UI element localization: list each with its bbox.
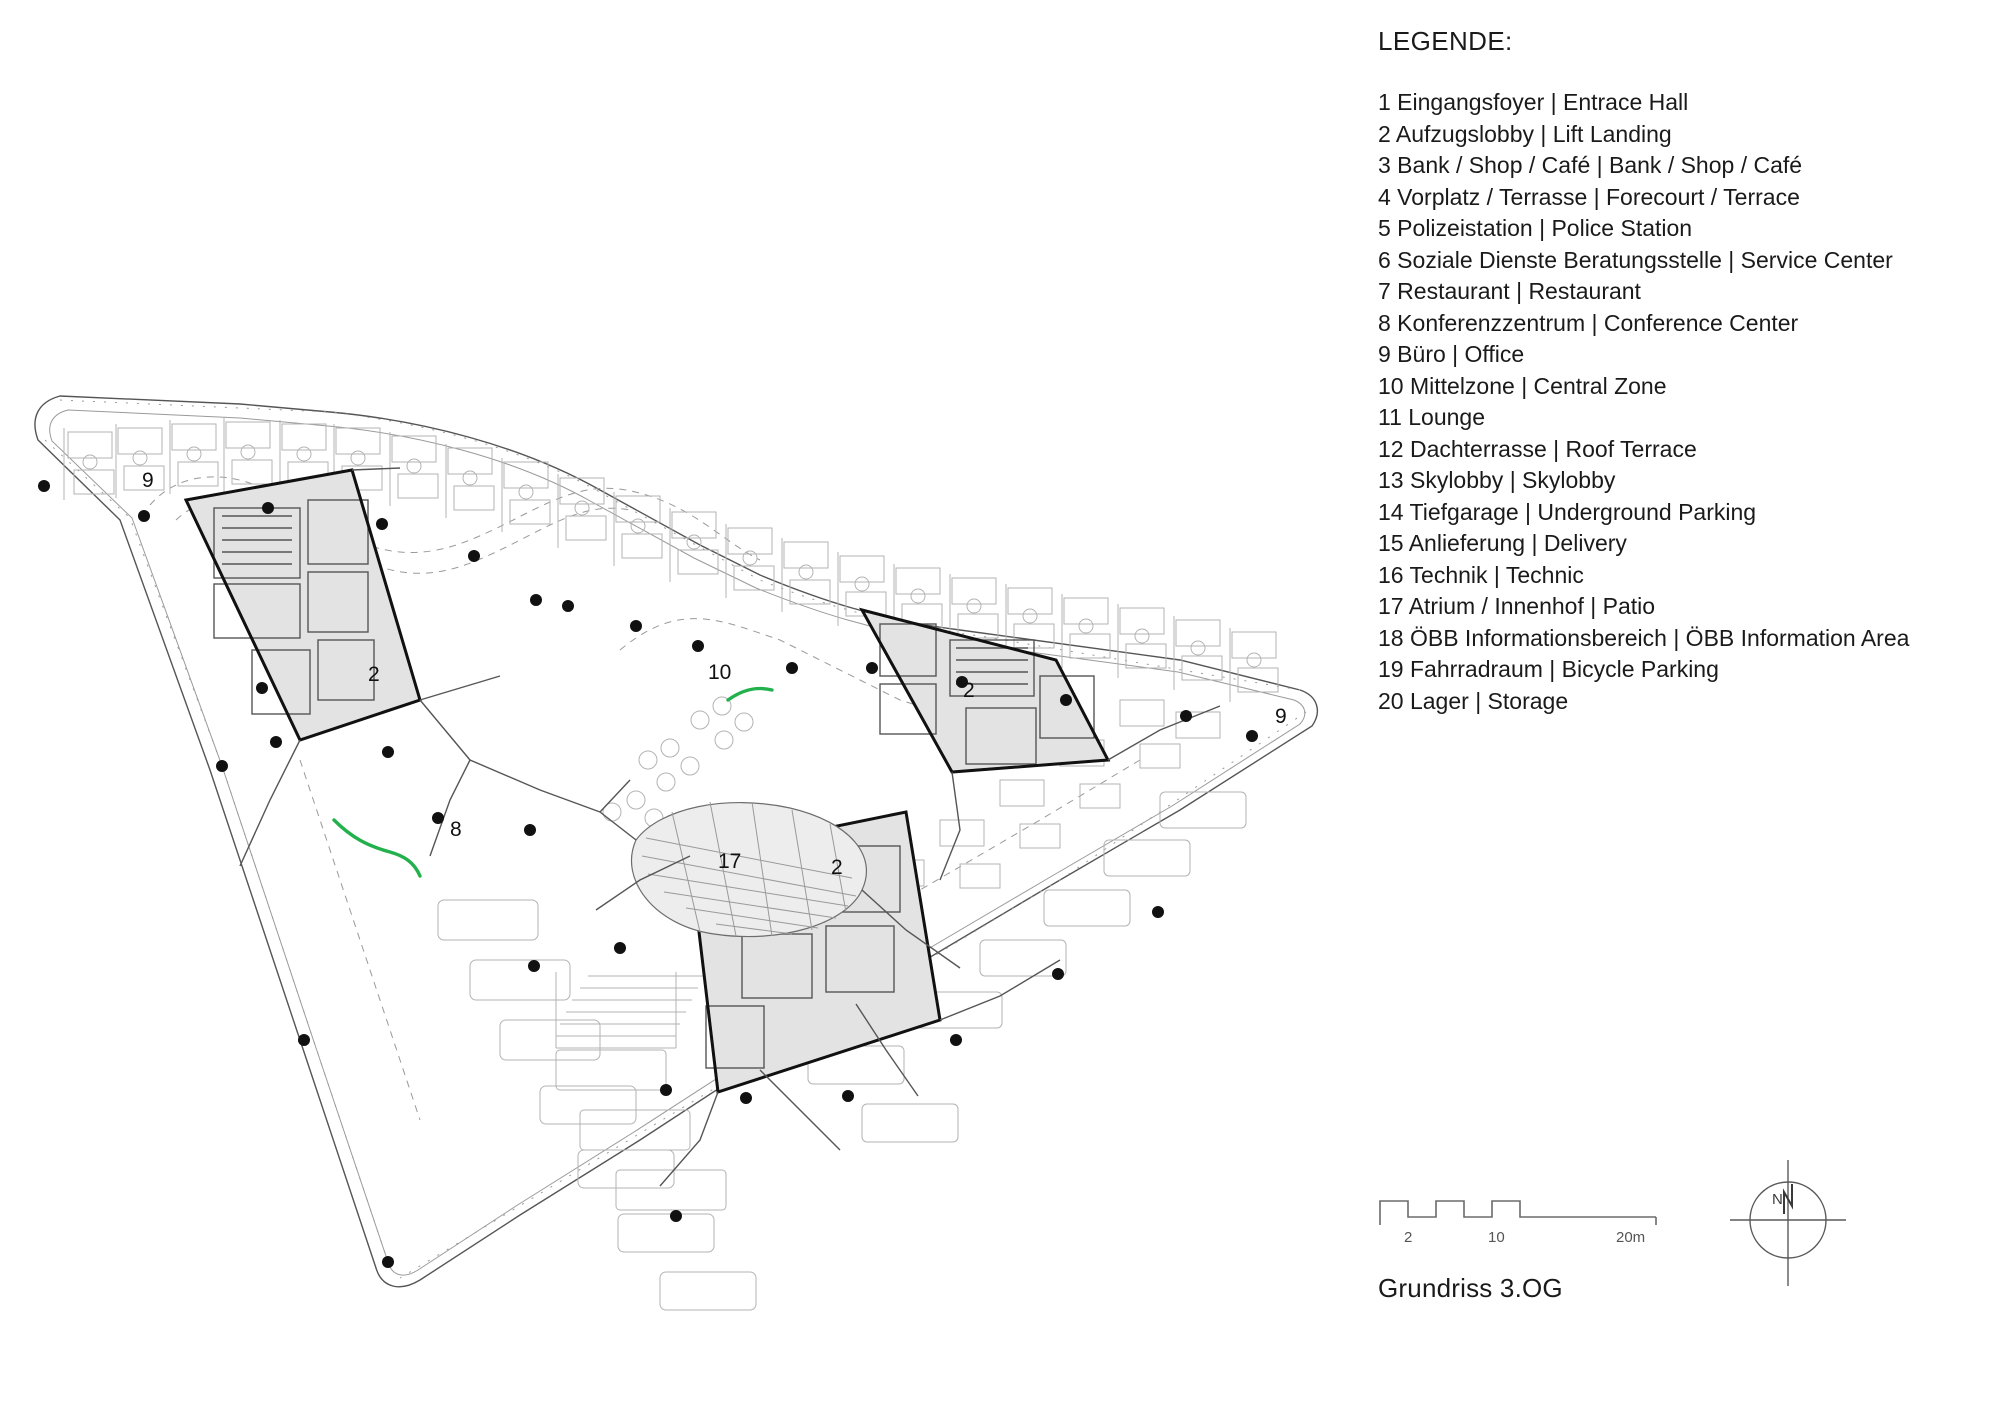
legend-item: 18 ÖBB Informationsbereich | ÖBB Information Area bbox=[1378, 624, 1910, 651]
legend-item: 8 Konferenzzentrum | Conference Center bbox=[1378, 309, 1799, 336]
legend-item: 16 Technik | Technic bbox=[1378, 561, 1584, 588]
room-label-2-east: 2 bbox=[963, 679, 975, 702]
room-label-8: 8 bbox=[450, 818, 462, 841]
legend-item: 6 Soziale Dienste Beratungsstelle | Service Center bbox=[1378, 246, 1893, 273]
room-label-9-left: 9 bbox=[142, 469, 154, 492]
scale-label-2: 2 bbox=[1404, 1229, 1413, 1246]
legend-item: 5 Polizeistation | Police Station bbox=[1378, 215, 1693, 241]
north-arrow-compass bbox=[1728, 1158, 1848, 1288]
scale-bar-labels bbox=[1378, 1229, 1658, 1249]
legend-item: 1 Eingangsfoyer | Entrace Hall bbox=[1378, 89, 1689, 115]
legend-item: 20 Lager | Storage bbox=[1378, 687, 1569, 714]
legend-item: 13 Skylobby | Skylobby bbox=[1378, 467, 1616, 493]
legend-item: 10 Mittelzone | Central Zone bbox=[1378, 372, 1667, 399]
compass-north-label: N bbox=[1772, 1191, 1783, 1208]
room-label-2-left: 2 bbox=[368, 663, 380, 686]
scale-label-10: 10 bbox=[1488, 1229, 1505, 1246]
room-label-2-south: 2 bbox=[831, 856, 843, 879]
legend-item: 15 Anlieferung | Delivery bbox=[1378, 530, 1627, 556]
room-label-17: 17 bbox=[718, 850, 742, 873]
legend-item: 12 Dachterrasse | Roof Terrace bbox=[1378, 435, 1697, 462]
plan-caption: Grundriss 3.OG bbox=[1378, 1273, 1563, 1303]
room-label-10: 10 bbox=[708, 661, 732, 684]
legend-item: 19 Fahrradraum | Bicycle Parking bbox=[1378, 656, 1719, 682]
scale-block bbox=[1378, 1195, 1668, 1304]
legend-item: 11 Lounge bbox=[1378, 404, 1486, 430]
legend-list bbox=[1378, 87, 1978, 717]
core-north-west bbox=[186, 470, 420, 740]
legend-panel bbox=[1378, 26, 1978, 717]
legend-title: LEGENDE: bbox=[1378, 26, 1513, 56]
scale-label-20m: 20m bbox=[1616, 1229, 1646, 1246]
legend-item: 2 Aufzugslobby | Lift Landing bbox=[1378, 120, 1672, 147]
scale-bar-graphic bbox=[1378, 1195, 1658, 1229]
legend-item: 3 Bank / Shop / Café | Bank / Shop / Café bbox=[1378, 152, 1803, 178]
room-label-9-right: 9 bbox=[1275, 705, 1287, 728]
legend-item: 17 Atrium / Innenhof | Patio bbox=[1378, 593, 1656, 619]
legend-item: 7 Restaurant | Restaurant bbox=[1378, 278, 1641, 304]
legend-item: 9 Büro | Office bbox=[1378, 341, 1525, 367]
legend-item: 14 Tiefgarage | Underground Parking bbox=[1378, 498, 1757, 525]
legend-item: 4 Vorplatz / Terrasse | Forecourt / Terrace bbox=[1378, 183, 1800, 210]
